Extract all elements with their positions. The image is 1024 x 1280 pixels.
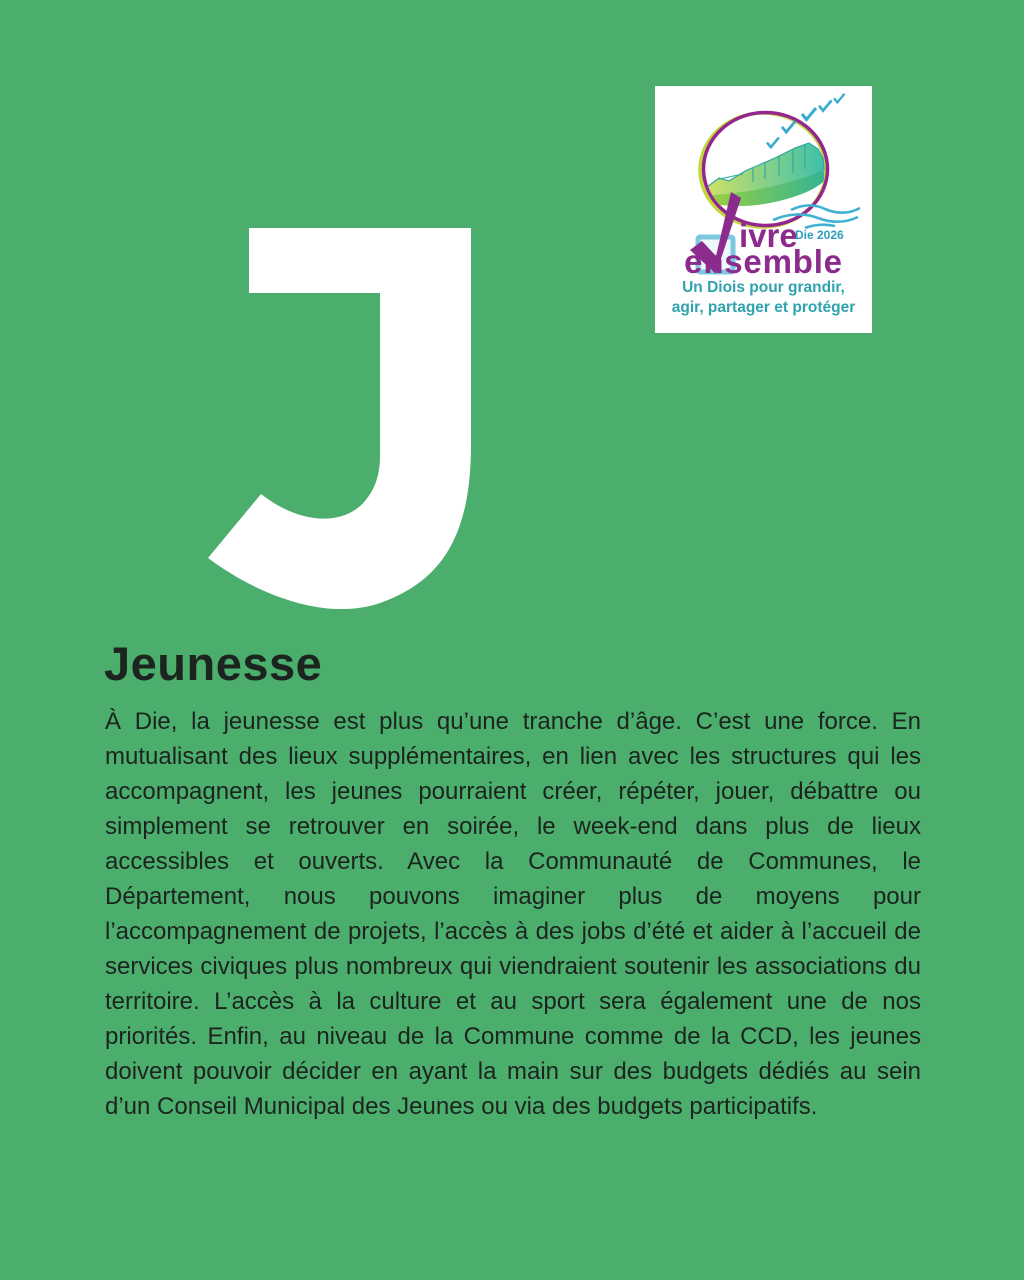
brand-word-ensemble: ensemble xyxy=(684,243,843,280)
birds-icon xyxy=(767,94,845,147)
drop-cap-j xyxy=(207,228,471,613)
logo-tagline xyxy=(655,278,872,317)
mountain-icon xyxy=(703,143,824,206)
section-title: Jeunesse xyxy=(104,637,323,690)
badge-die-2026: Die 2026 xyxy=(795,228,844,242)
section-paragraph: À Die, la jeunesse est plus qu’une tranche d’âge. C’est une force. En mutualisant des lieux supplémentaires, en lien avec les structures qui les accompagnent, les jeunes pourraient créer, répéter, jouer, débattre ou simplement se retrouver en soirée, le week-end dans plus de lieux accessibles et ouverts. Avec la Communauté de Communes, le Département, nous pouvons imaginer plus de moyens pour l’accompagnement de projets, l’accès à des jobs d’été et aider à l’accueil de services civiques plus nombreux qui viendraient soutenir les associations du territoire. L’accès à la culture et au sport sera également une de nos priorités. Enfin, au niveau de la Commune comme de la CCD, les jeunes doivent pouvoir décider en ayant la main sur des budgets dédiés au sein d’un Conseil Municipal des Jeunes ou via des budgets participatifs. xyxy=(105,708,921,1120)
vivre-ensemble-logo-card xyxy=(655,86,872,333)
brand-word-vivre: ivre xyxy=(739,217,798,254)
drop-cap-letter xyxy=(0,0,1,1)
logo-tagline-line2: agir, partager et protéger xyxy=(671,298,856,316)
logo-tagline-line1: Un Diois pour grandir, xyxy=(682,279,845,296)
